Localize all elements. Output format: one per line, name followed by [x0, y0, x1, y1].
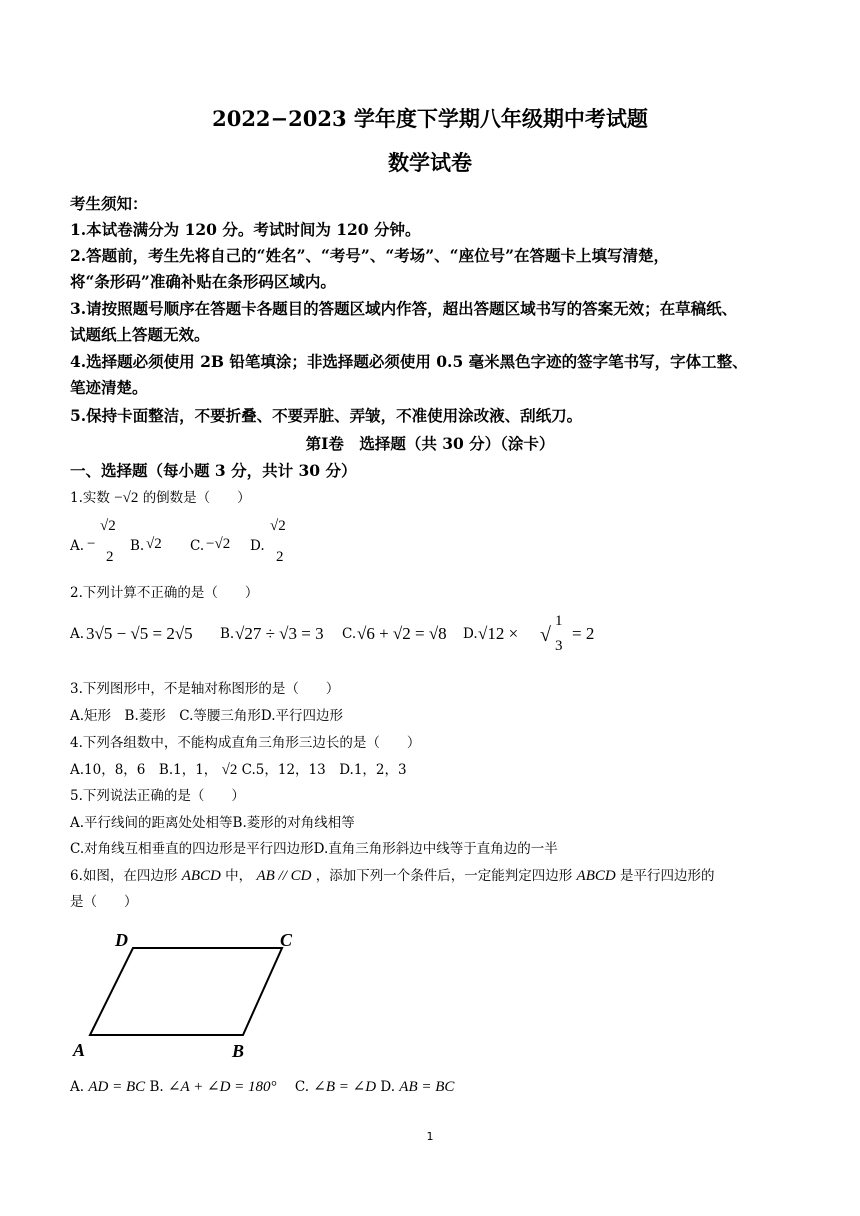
exam-page: 2022−2023 学年度下学期八年级期中考试题 数学试卷 考生须知： 1.本试卷满分为 120 分。考试时间为 120 分钟。 2.答题前，考生先将自己的“姓名”、“考号”、“考场”、“座位号”在答题卡上填写清楚， 将“条形码”准确补贴在条形码区域内。 3.请按照题号顺序在答题卡各题目的答题区域内作答，超出答题区域书写的答案无效；在草稿纸、 试题纸上答题无效。 4.选择题必须使用 2B 铅笔填涂；非选择题必须使用 0.5 毫米黑色字迹的签字笔书写，字体工整、 笔迹清楚。 5.保持卡面整洁，不要折叠、不要弄脏、弄皱，不准使用涂改液、刮纸刀。 第Ⅰ卷 选择题（共 30 分）（涂卡） 一、选择题（每小题 3 分，共计 30 分） 1.实数 −√2 的倒数是（ ） A. − √2 2 B. √2 C. −√2 D. √2 2 2.下列计算不正确的是（ ） A. 3√5 − √5 = 2√5 B. √27 ÷ √3 = 3 C. √6 + √2 = √8 D. √12 × √ 1 3 = 2 3.下列图形中，不是轴对称图形的是（ ） A.矩形 B.菱形 C.等腰三角形D.平行四边形 4.下列各组数中，不能构成直角三角形三边长的是（ ） A.10，8，6 B.1，1， √2 C.5，12，13 D.1，2，3 5.下列说法正确的是（ ） A.平行线间的距离处处相等B.菱形的对角线相等 C.对角线互相垂直的四边形是平行四边形D.直角三角形斜边中线等于直角边的一半 6.如图，在四边形 ABCD 中， AB // CD ，添加下列一个条件后，一定能判定四边形 ABCD 是平行四边形的 是（ ） A B C D A. AD = BC B. ∠A + ∠D = 180° C. ∠B = ∠D D. AB = BC 1	[0, 0, 860, 1216]
parallelogram-shape	[90, 948, 282, 1035]
section-heading: 一、选择题（每小题 3 分，共计 30 分）	[70, 461, 357, 480]
question-5-options: A.平行线间的距离处处相等B.菱形的对角线相等	[70, 815, 355, 831]
notice-item: 笔迹清楚。	[70, 378, 148, 397]
question-6-stem: 6.如图，在四边形 ABCD 中， AB // CD ，添加下列一个条件后，一定能判定四边形 ABCD 是平行四边形的	[70, 868, 715, 884]
question-4-options: A.10，8，6 B.1，1， √2 C.5，12，13 D.1，2，3	[70, 762, 407, 778]
question-2-stem: 2.下列计算不正确的是（ ）	[70, 585, 259, 601]
notice-item: 2.答题前，考生先将自己的“姓名”、“考号”、“考场”、“座位号”在答题卡上填写清楚，	[70, 246, 670, 265]
part1-heading: 第Ⅰ卷 选择题（共 30 分）（涂卡）	[305, 434, 555, 453]
question-3-options: A.矩形 B.菱形 C.等腰三角形D.平行四边形	[70, 708, 344, 724]
page-number: 1	[426, 1130, 434, 1143]
question-6-stem-cont: 是（ ）	[70, 894, 138, 910]
question-1-stem: 1.实数 −√2 的倒数是（ ）	[70, 490, 251, 506]
question-5-stem: 5.下列说法正确的是（ ）	[70, 788, 245, 804]
vertex-label-d: D	[115, 930, 128, 950]
question-3-stem: 3.下列图形中，不是轴对称图形的是（ ）	[70, 681, 340, 697]
notice-heading: 考生须知：	[70, 194, 148, 213]
exam-subtitle: 数学试卷	[388, 150, 472, 175]
notice-item: 试题纸上答题无效。	[70, 325, 210, 344]
notice-item: 将“条形码”准确补贴在条形码区域内。	[70, 272, 336, 291]
vertex-label-b: B	[232, 1041, 245, 1061]
notice-item: 4.选择题必须使用 2B 铅笔填涂；非选择题必须使用 0.5 毫米黑色字迹的签字笔书写，字体工整、	[70, 352, 748, 371]
notice-item: 5.保持卡面整洁，不要折叠、不要弄脏、弄皱，不准使用涂改液、刮纸刀。	[70, 406, 583, 425]
question-5-options: C.对角线互相垂直的四边形是平行四边形D.直角三角形斜边中线等于直角边的一半	[70, 841, 558, 857]
question-4-stem: 4.下列各组数中，不能构成直角三角形三边长的是（ ）	[70, 735, 421, 751]
exam-title: 2022−2023 学年度下学期八年级期中考试题	[212, 106, 648, 131]
vertex-label-c: C	[280, 930, 293, 950]
notice-item: 3.请按照题号顺序在答题卡各题目的答题区域内作答，超出答题区域书写的答案无效；在草稿纸、	[70, 299, 738, 318]
question-6-options: A. AD = BC B. ∠A + ∠D = 180° C. ∠B = ∠D D. AB = BC	[70, 1079, 455, 1095]
vertex-label-a: A	[73, 1040, 86, 1060]
notice-item: 1.本试卷满分为 120 分。考试时间为 120 分钟。	[70, 220, 421, 239]
